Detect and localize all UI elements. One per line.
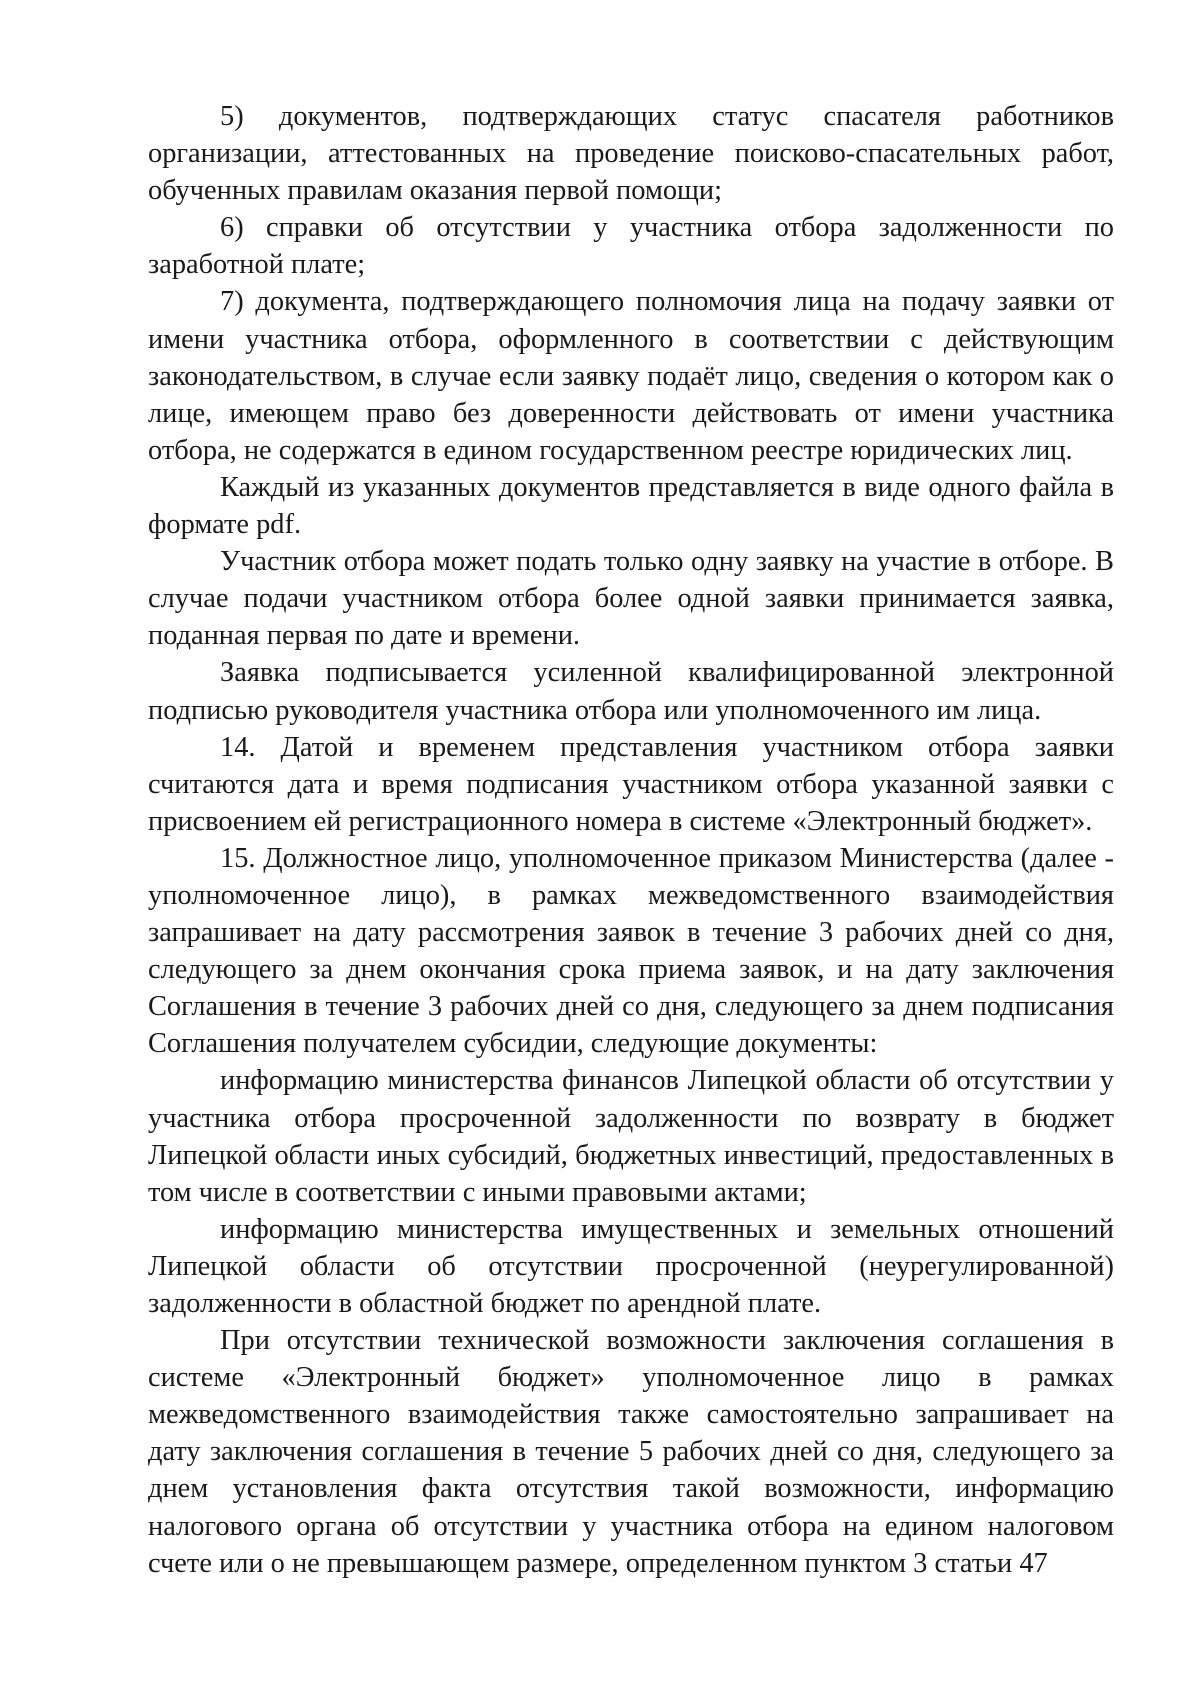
paragraph-item-5: 5) документов, подтверждающих статус спасателя работников организации, аттестованных на проведение поисково-спасательных работ, обученных правилам оказания первой помощи; (148, 101, 1114, 207)
paragraph-clause-15: 15. Должностное лицо, уполномоченное приказом Министерства (далее - уполномоченное лицо), в рамках межведомственного взаимодействия запрашивает на дату рассмотрения заявок в течение 3 рабочих дней со дня, следующего за днем окончания срока приема заявок, и на дату заключения Соглашения в течение 3 рабочих дней со дня, следующего за днем подписания Соглашения получателем субсидии, следующие документы: (148, 842, 1114, 1060)
paragraph-property-info: информацию министерства имущественных и земельных отношений Липецкой области об отсутствии просроченной (неурегулированной) задолженности в областной бюджет по арендной плате. (148, 1213, 1114, 1319)
paragraph-clause-14: 14. Датой и временем представления участником отбора заявки считаются дата и время подписания участником отбора указанной заявки с присвоением ей регистрационного номера в системе «Электронный бюджет». (148, 731, 1114, 837)
paragraph-item-6: 6) справки об отсутствии у участника отбора задолженности по заработной плате; (148, 212, 1114, 281)
document-page (148, 98, 1114, 1582)
paragraph-file-format: Каждый из указанных документов представляется в виде одного файла в формате pdf. (148, 471, 1114, 541)
paragraph-item-7: 7) документа, подтверждающего полномочия лица на подачу заявки от имени участника отбора, оформленного в соответствии с действующим законодательством, в случае если заявку подаёт лицо, сведения о котором как о лице, имеющем право без доверенности действовать от имени участника отбора, не содержатся в едином государственном реестре юридических лиц. (148, 286, 1114, 466)
paragraph-signature: Заявка подписывается усиленной квалифицированной электронной подписью руководителя участника отбора или уполномоченного им лица. (148, 657, 1114, 726)
paragraph-no-technical-possibility: При отсутствии технической возможности заключения соглашения в системе «Электронный бюджет» уполномоченное лицо в рамках межведомственного взаимодействия также самостоятельно запрашивает на дату заключения соглашения в течение 5 рабочих дней со дня, следующего за днем установления факта отсутствия такой возможности, информацию налогового органа об отсутствии у участника отбора на едином налоговом счете или о не превышающем размере, определенном пунктом 3 статьи 47 (148, 1325, 1114, 1579)
paragraph-single-application: Участник отбора может подать только одну заявку на участие в отборе. В случае подачи участником отбора более одной заявки принимается заявка, поданная первая по дате и времени. (148, 546, 1114, 652)
paragraph-finance-info: информацию министерства финансов Липецкой области об отсутствии у участника отбора просроченной задолженности по возврату в бюджет Липецкой области иных субсидий, бюджетных инвестиций, предоставленных в том числе в соответствии с иными правовыми актами; (148, 1065, 1114, 1208)
